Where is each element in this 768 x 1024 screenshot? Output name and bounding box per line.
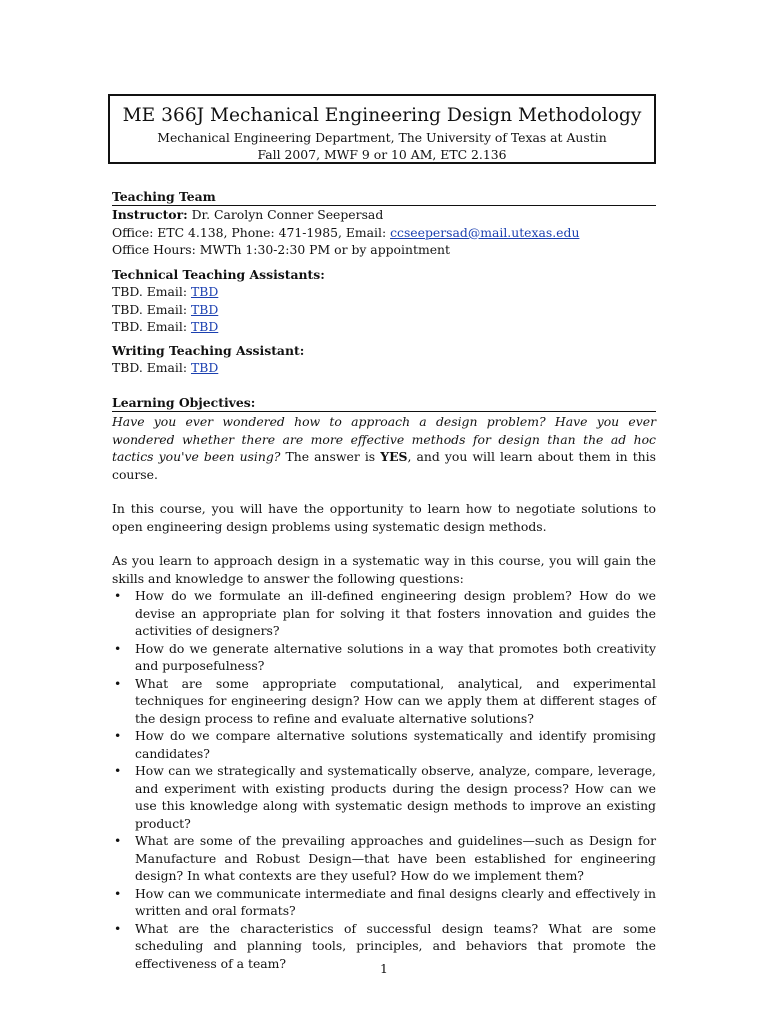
tech-ta-row: [112, 318, 656, 336]
tech-ta-email-link[interactable]: TBD: [190, 284, 219, 299]
tech-ta-prefix: TBD. Email:: [112, 301, 191, 317]
objectives-para-3: As you learn to approach design in a systematic way in this course, you will gain the skills and knowledge to answer the following questions:: [112, 553, 656, 586]
tech-ta-prefix: TBD. Email:: [112, 284, 191, 299]
tech-ta-email-link[interactable]: TBD: [190, 301, 219, 317]
list-item: • How do we compare alternative solutions systematically and identify promising candidates?: [112, 727, 656, 762]
writing-ta-heading: Writing Teaching Assistant:: [112, 343, 305, 358]
page-number: 1: [380, 961, 388, 976]
tech-tas-heading: Technical Teaching Assistants:: [112, 267, 325, 282]
list-item: • What are some of the prevailing approaches and guidelines—such as Design for Manufacture and Robust Design—that have been established for engineering design? In what contexts are they useful? How do we implement them?: [112, 832, 656, 885]
tech-ta-row: [112, 283, 656, 301]
office-hours-line: Office Hours: MWTh 1:30-2:30 PM or by appointment: [112, 242, 450, 257]
schedule-line: Fall 2007, MWF 9 or 10 AM, ETC 2.136: [257, 147, 507, 162]
list-item: • How can we strategically and systematically observe, analyze, compare, leverage, and experiment with existing products during the design process? How can we use this knowledge along with systematic design methods to improve an existing product?: [112, 762, 656, 832]
instructor-email-link[interactable]: ccseepersad@mail.utexas.edu: [390, 224, 580, 240]
tech-ta-email-link[interactable]: TBD: [190, 319, 219, 334]
list-item: • How can we communicate intermediate and final designs clearly and effectively in written and oral formats?: [112, 885, 656, 920]
writing-ta-row: [112, 359, 656, 377]
objectives-heading: Learning Objectives:: [112, 394, 656, 412]
list-item: • What are some appropriate computational, analytical, and experimental techniques for engineering design? How can we apply them at different stages of the design process to refine and evaluate alternative solutions?: [112, 675, 656, 728]
teaching-team-heading: Teaching Team: [112, 188, 656, 206]
teaching-team-section: [112, 188, 656, 259]
office-line: [112, 224, 656, 242]
intro-text-a: The answer is: [280, 449, 381, 464]
writing-ta-section: [112, 342, 656, 377]
instructor-line: [112, 206, 656, 224]
tech-ta-row: [112, 301, 656, 319]
course-title-box: [108, 94, 656, 164]
writing-ta-email-link[interactable]: TBD: [190, 360, 219, 375]
objectives-intro: [112, 413, 656, 483]
intro-text-b: , and you will learn about them in this course.: [112, 449, 656, 482]
instructor-name: Dr. Carolyn Conner Seepersad: [187, 207, 384, 222]
department-line: Mechanical Engineering Department, The University of Texas at Austin: [157, 130, 607, 145]
course-title: ME 366J Mechanical Engineering Design Methodology: [122, 105, 642, 126]
intro-italic: Have you ever wondered how to approach a design problem? Have you ever wondered whether there are more effective methods for design than the ad hoc tactics you've been using?: [112, 414, 656, 464]
tech-ta-prefix: TBD. Email:: [112, 319, 191, 334]
objectives-section: [112, 394, 656, 972]
list-item: • How do we generate alternative solutions in a way that promotes both creativity and purposefulness?: [112, 640, 656, 675]
questions-list: [112, 587, 656, 972]
list-item: • How do we formulate an ill-defined engineering design problem? How do we devise an appropriate plan for solving it that fosters innovation and guides the activities of designers?: [112, 587, 656, 640]
intro-bold-yes: YES: [380, 449, 408, 464]
tech-tas-section: [112, 266, 656, 336]
office-text: Office: ETC 4.138, Phone: 471-1985, Email:: [112, 224, 391, 240]
list-item: • What are the characteristics of successful design teams? What are some scheduling and planning tools, principles, and behaviors that promote the effectiveness of a team?: [112, 920, 656, 973]
instructor-label: Instructor:: [112, 207, 188, 222]
writing-ta-prefix: TBD. Email:: [112, 360, 191, 375]
objectives-para-2: In this course, you will have the opportunity to learn how to negotiate solutions to open engineering design problems using systematic design methods.: [112, 501, 656, 534]
